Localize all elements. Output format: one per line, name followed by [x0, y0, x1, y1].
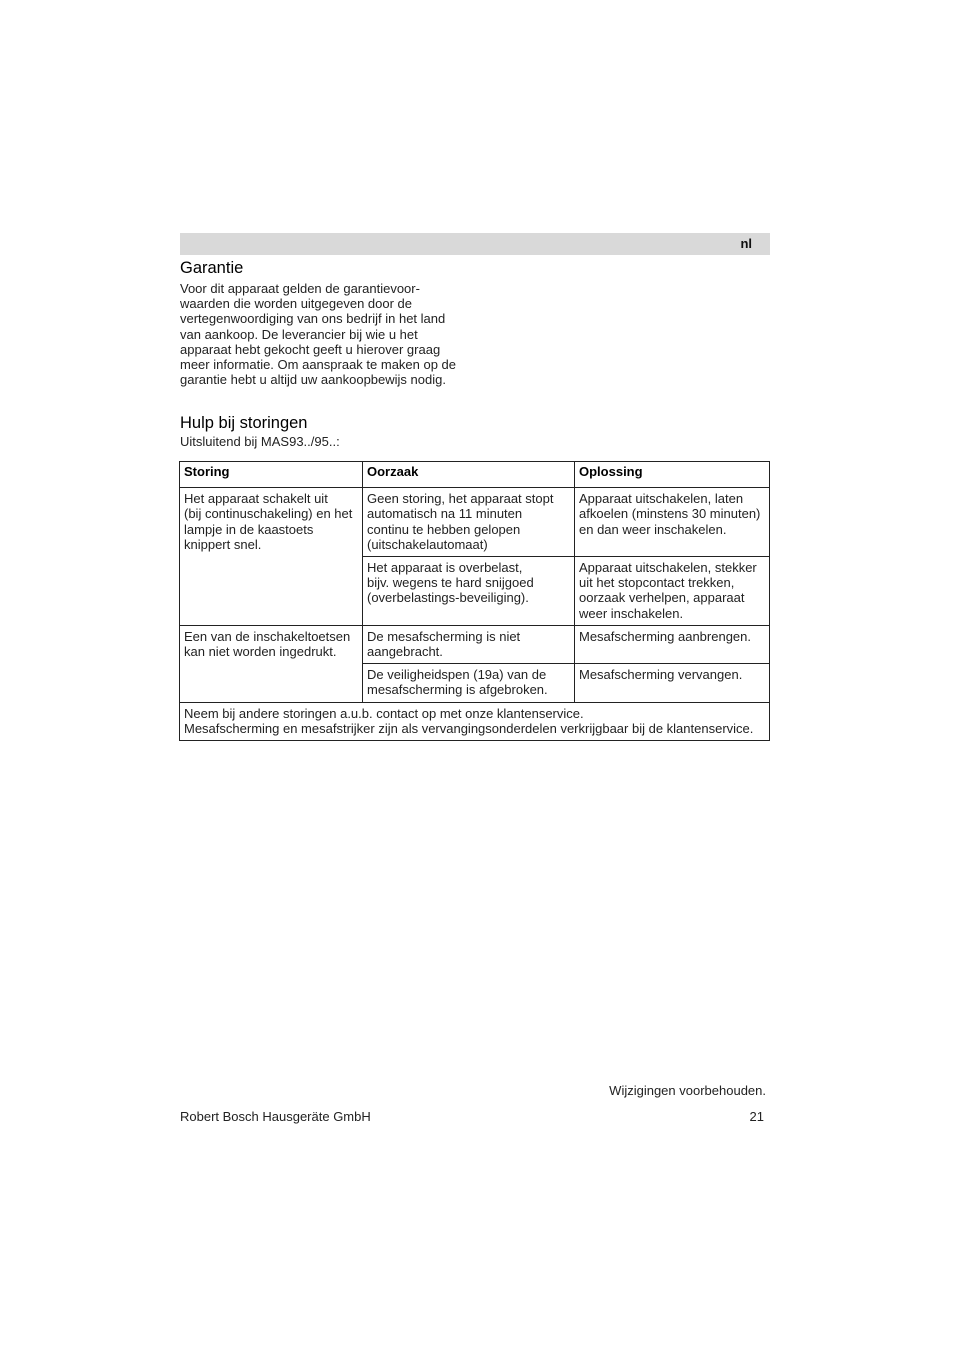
language-bar — [180, 233, 770, 255]
footer-company: Robert Bosch Hausgeräte GmbH — [180, 1109, 371, 1124]
footer-note: Wijzigingen voorbehouden. — [609, 1083, 766, 1098]
table-header-row — [180, 462, 770, 488]
oplossing-cell: Apparaat uitschakelen, laten afkoelen (minstens 30 minuten) en dan weer inschakelen. — [575, 488, 770, 557]
oplossing-cell: Mesafscherming aanbrengen. — [575, 625, 770, 663]
storing-cell: Een van de inschakeltoetsen kan niet worden ingedrukt. — [180, 625, 363, 702]
oorzaak-cell: De veiligheidspen (19a) van de mesafscherming is afgebroken. — [363, 664, 575, 702]
table-note-row — [180, 702, 770, 740]
oorzaak-cell: De mesafscherming is niet aangebracht. — [363, 625, 575, 663]
garantie-text: Voor dit apparaat gelden de garantievoor- waarden die worden uitgegeven door de vertegenwoordiging van ons bedrijf in het land van aankoop. De leverancier bij wie u het apparaat hebt gekocht geeft u hierover graag meer informatie. Om aanspraak te maken op de garantie hebt u altijd uw aankoopbewijs nodig. — [180, 281, 457, 388]
garantie-heading: Garantie — [180, 259, 244, 277]
table-row — [180, 625, 770, 663]
hulp-heading: Hulp bij storingen — [180, 414, 308, 432]
column-header-oorzaak: Oorzaak — [363, 462, 575, 488]
table-row — [180, 488, 770, 557]
oorzaak-cell: Het apparaat is overbelast, bijv. wegens te hard snijgoed (overbelastings-beveiliging). — [363, 557, 575, 626]
column-header-oplossing: Oplossing — [575, 462, 770, 488]
page-number: 21 — [749, 1109, 764, 1124]
table-note: Neem bij andere storingen a.u.b. contact op met onze klantenservice. Mesafscherming en mesafstrijker zijn als vervangingsonderdelen verkrijgbaar bij de klantenservice. — [180, 702, 770, 740]
hulp-subtitle: Uitsluitend bij MAS93../95..: — [180, 434, 340, 449]
language-code: nl — [740, 236, 752, 251]
storing-cell: Het apparaat schakelt uit (bij continuschakeling) en het lampje in de kaastoets knippert snel. — [180, 488, 363, 626]
oorzaak-cell: Geen storing, het apparaat stopt automatisch na 11 minuten continu te hebben gelopen (uitschakelautomaat) — [363, 488, 575, 557]
troubleshooting-table — [179, 461, 770, 741]
oplossing-cell: Mesafscherming vervangen. — [575, 664, 770, 702]
column-header-storing: Storing — [180, 462, 363, 488]
oplossing-cell: Apparaat uitschakelen, stekker uit het stopcontact trekken, oorzaak verhelpen, apparaat weer inschakelen. — [575, 557, 770, 626]
